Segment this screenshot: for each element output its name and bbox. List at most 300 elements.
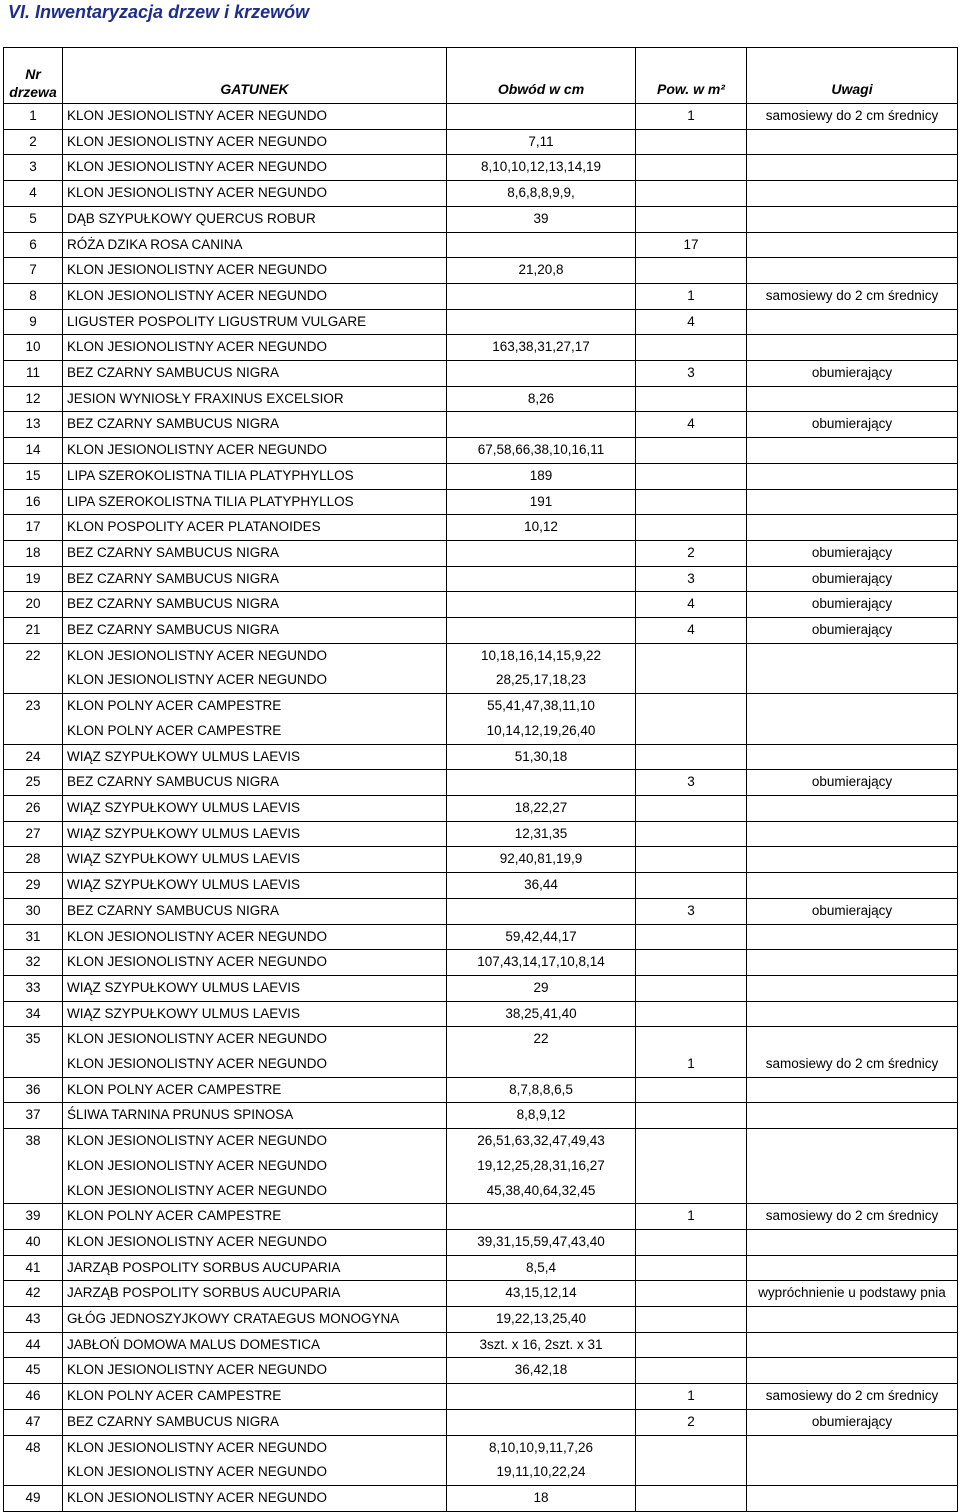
cell-nr: 25	[4, 770, 63, 796]
cell-pow	[636, 795, 747, 821]
cell-species: JARZĄB POSPOLITY SORBUS AUCUPARIA	[63, 1255, 447, 1281]
table-row	[4, 643, 958, 668]
table-row	[4, 1332, 958, 1358]
table-row	[4, 283, 958, 309]
cell-species: KLON POLNY ACER CAMPESTRE	[63, 1077, 447, 1103]
table-row	[4, 744, 958, 770]
cell-nr: 23	[4, 694, 63, 719]
cell-species: KLON POSPOLITY ACER PLATANOIDES	[63, 515, 447, 541]
cell-uwagi	[747, 206, 958, 232]
cell-pow	[636, 489, 747, 515]
cell-pow	[636, 975, 747, 1001]
cell-uwagi	[747, 1179, 958, 1204]
cell-obwod: 26,51,63,32,47,49,43	[447, 1129, 636, 1154]
cell-species: KLON JESIONOLISTNY ACER NEGUNDO	[63, 924, 447, 950]
cell-nr	[4, 1154, 63, 1179]
table-row	[4, 1435, 958, 1460]
cell-nr: 3	[4, 155, 63, 181]
cell-nr: 14	[4, 438, 63, 464]
cell-pow	[636, 155, 747, 181]
table-row	[4, 1103, 958, 1129]
cell-obwod: 191	[447, 489, 636, 515]
table-row	[4, 489, 958, 515]
cell-species: RÓŻA DZIKA ROSA CANINA	[63, 232, 447, 258]
table-row	[4, 232, 958, 258]
cell-nr	[4, 1052, 63, 1077]
cell-nr: 31	[4, 924, 63, 950]
table-row	[4, 1485, 958, 1511]
cell-species: WIĄZ SZYPUŁKOWY ULMUS LAEVIS	[63, 847, 447, 873]
table-row	[4, 1255, 958, 1281]
cell-obwod: 38,25,41,40	[447, 1001, 636, 1027]
cell-obwod: 19,12,25,28,31,16,27	[447, 1154, 636, 1179]
table-row	[4, 1154, 958, 1179]
cell-nr: 43	[4, 1307, 63, 1333]
cell-species: LIPA SZEROKOLISTNA TILIA PLATYPHYLLOS	[63, 463, 447, 489]
cell-nr: 1	[4, 104, 63, 130]
cell-uwagi	[747, 719, 958, 744]
cell-pow	[636, 1435, 747, 1460]
cell-nr: 10	[4, 335, 63, 361]
cell-species: BEZ CZARNY SAMBUCUS NIGRA	[63, 361, 447, 387]
cell-species: WIĄZ SZYPUŁKOWY ULMUS LAEVIS	[63, 744, 447, 770]
cell-species: JARZĄB POSPOLITY SORBUS AUCUPARIA	[63, 1281, 447, 1307]
cell-uwagi	[747, 232, 958, 258]
cell-nr: 20	[4, 592, 63, 618]
cell-obwod: 43,15,12,14	[447, 1281, 636, 1307]
cell-species: KLON JESIONOLISTNY ACER NEGUNDO	[63, 1027, 447, 1052]
cell-pow	[636, 847, 747, 873]
cell-nr: 32	[4, 950, 63, 976]
cell-obwod: 8,26	[447, 386, 636, 412]
cell-obwod: 163,38,31,27,17	[447, 335, 636, 361]
cell-species: BEZ CZARNY SAMBUCUS NIGRA	[63, 566, 447, 592]
cell-uwagi: obumierający	[747, 566, 958, 592]
table-row	[4, 898, 958, 924]
cell-uwagi: samosiewy do 2 cm średnicy	[747, 1204, 958, 1230]
cell-pow	[636, 1077, 747, 1103]
cell-obwod: 10,12	[447, 515, 636, 541]
cell-obwod: 18,22,27	[447, 795, 636, 821]
cell-species: KLON JESIONOLISTNY ACER NEGUNDO	[63, 1485, 447, 1511]
cell-species: JABŁOŃ DOMOWA MALUS DOMESTICA	[63, 1332, 447, 1358]
cell-obwod: 22	[447, 1027, 636, 1052]
cell-pow	[636, 873, 747, 899]
cell-uwagi	[747, 873, 958, 899]
table-row	[4, 515, 958, 541]
cell-species: KLON JESIONOLISTNY ACER NEGUNDO	[63, 104, 447, 130]
cell-pow: 2	[636, 540, 747, 566]
cell-uwagi: obumierający	[747, 412, 958, 438]
cell-pow	[636, 181, 747, 207]
cell-nr: 7	[4, 258, 63, 284]
table-row	[4, 386, 958, 412]
table-row	[4, 155, 958, 181]
cell-nr: 24	[4, 744, 63, 770]
cell-nr: 16	[4, 489, 63, 515]
header-nr	[4, 48, 63, 104]
cell-obwod: 36,42,18	[447, 1358, 636, 1384]
cell-pow: 4	[636, 618, 747, 644]
cell-pow: 4	[636, 412, 747, 438]
cell-nr: 17	[4, 515, 63, 541]
table-row	[4, 206, 958, 232]
cell-pow: 1	[636, 104, 747, 130]
cell-obwod	[447, 770, 636, 796]
table-row	[4, 1001, 958, 1027]
cell-obwod	[447, 1204, 636, 1230]
header-obwod: Obwód w cm	[447, 48, 636, 104]
cell-uwagi: obumierający	[747, 540, 958, 566]
cell-nr: 15	[4, 463, 63, 489]
cell-species: KLON JESIONOLISTNY ACER NEGUNDO	[63, 258, 447, 284]
cell-pow	[636, 1281, 747, 1307]
cell-uwagi: obumierający	[747, 898, 958, 924]
cell-species: KLON JESIONOLISTNY ACER NEGUNDO	[63, 1129, 447, 1154]
table-row	[4, 1229, 958, 1255]
cell-uwagi	[747, 795, 958, 821]
cell-nr: 13	[4, 412, 63, 438]
cell-pow	[636, 744, 747, 770]
cell-species: LIGUSTER POSPOLITY LIGUSTRUM VULGARE	[63, 309, 447, 335]
cell-pow: 1	[636, 1384, 747, 1410]
cell-uwagi	[747, 1255, 958, 1281]
table-row	[4, 1129, 958, 1154]
cell-uwagi	[747, 1077, 958, 1103]
cell-uwagi	[747, 924, 958, 950]
cell-uwagi	[747, 489, 958, 515]
cell-pow	[636, 258, 747, 284]
cell-obwod: 18	[447, 1485, 636, 1511]
table-body	[4, 104, 958, 1512]
cell-nr: 36	[4, 1077, 63, 1103]
table-row	[4, 1179, 958, 1204]
cell-uwagi	[747, 155, 958, 181]
cell-obwod: 8,10,10,12,13,14,19	[447, 155, 636, 181]
cell-uwagi	[747, 1103, 958, 1129]
cell-obwod: 189	[447, 463, 636, 489]
cell-obwod	[447, 898, 636, 924]
cell-nr: 30	[4, 898, 63, 924]
cell-nr: 49	[4, 1485, 63, 1511]
cell-obwod: 45,38,40,64,32,45	[447, 1179, 636, 1204]
cell-nr: 2	[4, 129, 63, 155]
cell-pow	[636, 924, 747, 950]
cell-obwod	[447, 592, 636, 618]
cell-pow: 1	[636, 283, 747, 309]
cell-pow	[636, 438, 747, 464]
cell-obwod	[447, 1384, 636, 1410]
cell-obwod: 92,40,81,19,9	[447, 847, 636, 873]
cell-nr: 39	[4, 1204, 63, 1230]
cell-pow: 3	[636, 361, 747, 387]
cell-nr: 5	[4, 206, 63, 232]
cell-species: JESION WYNIOSŁY FRAXINUS EXCELSIOR	[63, 386, 447, 412]
table-row	[4, 438, 958, 464]
cell-obwod: 55,41,47,38,11,10	[447, 694, 636, 719]
cell-nr: 35	[4, 1027, 63, 1052]
table-row	[4, 1307, 958, 1333]
cell-obwod	[447, 618, 636, 644]
cell-uwagi	[747, 668, 958, 693]
cell-obwod	[447, 1409, 636, 1435]
cell-uwagi	[747, 258, 958, 284]
cell-uwagi	[747, 643, 958, 668]
cell-species: KLON JESIONOLISTNY ACER NEGUNDO	[63, 438, 447, 464]
cell-pow	[636, 643, 747, 668]
cell-pow	[636, 515, 747, 541]
cell-nr	[4, 668, 63, 693]
cell-obwod: 36,44	[447, 873, 636, 899]
table-row	[4, 104, 958, 130]
table-row	[4, 694, 958, 719]
cell-pow	[636, 821, 747, 847]
cell-obwod	[447, 540, 636, 566]
cell-nr: 46	[4, 1384, 63, 1410]
cell-pow: 4	[636, 592, 747, 618]
cell-species: BEZ CZARNY SAMBUCUS NIGRA	[63, 592, 447, 618]
cell-uwagi	[747, 386, 958, 412]
cell-uwagi	[747, 438, 958, 464]
cell-uwagi: obumierający	[747, 592, 958, 618]
cell-uwagi	[747, 1460, 958, 1485]
header-species: GATUNEK	[63, 48, 447, 104]
cell-uwagi	[747, 1154, 958, 1179]
cell-obwod: 8,8,9,12	[447, 1103, 636, 1129]
table-row	[4, 770, 958, 796]
cell-species: BEZ CZARNY SAMBUCUS NIGRA	[63, 412, 447, 438]
cell-nr: 6	[4, 232, 63, 258]
table-row	[4, 950, 958, 976]
cell-species: WIĄZ SZYPUŁKOWY ULMUS LAEVIS	[63, 1001, 447, 1027]
cell-uwagi	[747, 1027, 958, 1052]
table-row	[4, 618, 958, 644]
table-row	[4, 1027, 958, 1052]
cell-nr: 22	[4, 643, 63, 668]
cell-uwagi	[747, 950, 958, 976]
cell-nr: 12	[4, 386, 63, 412]
cell-pow: 3	[636, 770, 747, 796]
cell-uwagi: obumierający	[747, 770, 958, 796]
cell-species: KLON POLNY ACER CAMPESTRE	[63, 1204, 447, 1230]
cell-obwod: 10,18,16,14,15,9,22	[447, 643, 636, 668]
table-row	[4, 463, 958, 489]
cell-nr	[4, 1179, 63, 1204]
cell-nr: 8	[4, 283, 63, 309]
cell-obwod: 8,10,10,9,11,7,26	[447, 1435, 636, 1460]
cell-pow: 17	[636, 232, 747, 258]
cell-uwagi	[747, 821, 958, 847]
cell-nr: 9	[4, 309, 63, 335]
cell-nr: 18	[4, 540, 63, 566]
inventory-table	[3, 47, 958, 1512]
cell-uwagi	[747, 1229, 958, 1255]
table-row	[4, 668, 958, 693]
cell-uwagi: samosiewy do 2 cm średnicy	[747, 1052, 958, 1077]
table-row	[4, 719, 958, 744]
cell-pow	[636, 694, 747, 719]
cell-obwod	[447, 566, 636, 592]
table-row	[4, 975, 958, 1001]
cell-obwod: 19,11,10,22,24	[447, 1460, 636, 1485]
cell-pow: 1	[636, 1052, 747, 1077]
cell-species: KLON JESIONOLISTNY ACER NEGUNDO	[63, 1460, 447, 1485]
cell-pow	[636, 1027, 747, 1052]
cell-species: DĄB SZYPUŁKOWY QUERCUS ROBUR	[63, 206, 447, 232]
cell-pow	[636, 1229, 747, 1255]
cell-species: WIĄZ SZYPUŁKOWY ULMUS LAEVIS	[63, 795, 447, 821]
table-row	[4, 258, 958, 284]
cell-nr: 26	[4, 795, 63, 821]
cell-pow	[636, 1307, 747, 1333]
cell-uwagi	[747, 1129, 958, 1154]
cell-nr: 41	[4, 1255, 63, 1281]
cell-species: KLON POLNY ACER CAMPESTRE	[63, 1384, 447, 1410]
cell-nr: 21	[4, 618, 63, 644]
cell-uwagi	[747, 1485, 958, 1511]
cell-nr: 48	[4, 1435, 63, 1460]
cell-species: KLON JESIONOLISTNY ACER NEGUNDO	[63, 668, 447, 693]
table-row	[4, 1052, 958, 1077]
cell-species: KLON JESIONOLISTNY ACER NEGUNDO	[63, 283, 447, 309]
table-header-row	[4, 48, 958, 104]
table-row	[4, 873, 958, 899]
cell-species: BEZ CZARNY SAMBUCUS NIGRA	[63, 618, 447, 644]
header-pow: Pow. w m²	[636, 48, 747, 104]
cell-nr: 40	[4, 1229, 63, 1255]
cell-pow	[636, 1332, 747, 1358]
table-row	[4, 1460, 958, 1485]
cell-obwod	[447, 309, 636, 335]
cell-obwod	[447, 412, 636, 438]
cell-pow	[636, 719, 747, 744]
table-row	[4, 1358, 958, 1384]
table-row	[4, 592, 958, 618]
cell-pow: 3	[636, 898, 747, 924]
cell-nr: 34	[4, 1001, 63, 1027]
cell-species: KLON JESIONOLISTNY ACER NEGUNDO	[63, 181, 447, 207]
cell-nr: 38	[4, 1129, 63, 1154]
cell-nr: 45	[4, 1358, 63, 1384]
cell-species: LIPA SZEROKOLISTNA TILIA PLATYPHYLLOS	[63, 489, 447, 515]
cell-species: KLON JESIONOLISTNY ACER NEGUNDO	[63, 1154, 447, 1179]
cell-nr	[4, 719, 63, 744]
cell-pow	[636, 463, 747, 489]
cell-nr: 19	[4, 566, 63, 592]
cell-pow	[636, 386, 747, 412]
cell-uwagi: samosiewy do 2 cm średnicy	[747, 283, 958, 309]
cell-pow	[636, 1358, 747, 1384]
table-row	[4, 129, 958, 155]
cell-obwod: 59,42,44,17	[447, 924, 636, 950]
cell-obwod: 21,20,8	[447, 258, 636, 284]
table-row	[4, 1077, 958, 1103]
cell-obwod: 7,11	[447, 129, 636, 155]
table-row	[4, 412, 958, 438]
cell-species: WIĄZ SZYPUŁKOWY ULMUS LAEVIS	[63, 821, 447, 847]
cell-pow	[636, 1154, 747, 1179]
cell-uwagi	[747, 744, 958, 770]
cell-nr: 29	[4, 873, 63, 899]
cell-pow	[636, 335, 747, 361]
cell-obwod: 10,14,12,19,26,40	[447, 719, 636, 744]
cell-nr: 11	[4, 361, 63, 387]
cell-pow	[636, 1485, 747, 1511]
table-row	[4, 566, 958, 592]
cell-uwagi: samosiewy do 2 cm średnicy	[747, 1384, 958, 1410]
cell-uwagi	[747, 847, 958, 873]
cell-species: ŚLIWA TARNINA PRUNUS SPINOSA	[63, 1103, 447, 1129]
cell-nr: 4	[4, 181, 63, 207]
cell-uwagi	[747, 515, 958, 541]
table-row	[4, 821, 958, 847]
cell-uwagi	[747, 463, 958, 489]
cell-species: KLON JESIONOLISTNY ACER NEGUNDO	[63, 1179, 447, 1204]
cell-species: WIĄZ SZYPUŁKOWY ULMUS LAEVIS	[63, 873, 447, 899]
cell-species: KLON POLNY ACER CAMPESTRE	[63, 694, 447, 719]
cell-obwod	[447, 232, 636, 258]
table-row	[4, 540, 958, 566]
cell-species: KLON JESIONOLISTNY ACER NEGUNDO	[63, 129, 447, 155]
cell-obwod: 29	[447, 975, 636, 1001]
cell-species: KLON JESIONOLISTNY ACER NEGUNDO	[63, 950, 447, 976]
table-row	[4, 795, 958, 821]
cell-species: BEZ CZARNY SAMBUCUS NIGRA	[63, 1409, 447, 1435]
cell-pow	[636, 1179, 747, 1204]
table-row	[4, 309, 958, 335]
cell-uwagi	[747, 181, 958, 207]
cell-obwod: 51,30,18	[447, 744, 636, 770]
cell-species: KLON JESIONOLISTNY ACER NEGUNDO	[63, 1229, 447, 1255]
cell-uwagi	[747, 1358, 958, 1384]
cell-obwod: 3szt. x 16, 2szt. x 31	[447, 1332, 636, 1358]
cell-obwod: 28,25,17,18,23	[447, 668, 636, 693]
header-uwagi: Uwagi	[747, 48, 958, 104]
cell-uwagi	[747, 1435, 958, 1460]
cell-uwagi: obumierający	[747, 361, 958, 387]
cell-species: KLON JESIONOLISTNY ACER NEGUNDO	[63, 155, 447, 181]
cell-species: KLON JESIONOLISTNY ACER NEGUNDO	[63, 643, 447, 668]
cell-nr: 44	[4, 1332, 63, 1358]
cell-species: BEZ CZARNY SAMBUCUS NIGRA	[63, 540, 447, 566]
table-row	[4, 1409, 958, 1435]
cell-species: KLON JESIONOLISTNY ACER NEGUNDO	[63, 335, 447, 361]
cell-obwod: 8,6,8,8,9,9,	[447, 181, 636, 207]
cell-obwod: 19,22,13,25,40	[447, 1307, 636, 1333]
cell-nr	[4, 1460, 63, 1485]
cell-uwagi	[747, 1332, 958, 1358]
table-row	[4, 1384, 958, 1410]
table-row	[4, 924, 958, 950]
cell-obwod: 8,5,4	[447, 1255, 636, 1281]
cell-obwod: 39,31,15,59,47,43,40	[447, 1229, 636, 1255]
cell-obwod: 8,7,8,8,6,5	[447, 1077, 636, 1103]
header-nr-line2: drzewa	[9, 84, 57, 100]
cell-pow: 3	[636, 566, 747, 592]
cell-uwagi: samosiewy do 2 cm średnicy	[747, 104, 958, 130]
cell-obwod	[447, 1052, 636, 1077]
cell-pow	[636, 950, 747, 976]
cell-pow	[636, 1129, 747, 1154]
cell-obwod: 107,43,14,17,10,8,14	[447, 950, 636, 976]
cell-pow	[636, 1460, 747, 1485]
cell-uwagi	[747, 335, 958, 361]
cell-obwod	[447, 283, 636, 309]
cell-pow	[636, 1103, 747, 1129]
cell-uwagi	[747, 129, 958, 155]
cell-pow: 4	[636, 309, 747, 335]
cell-species: BEZ CZARNY SAMBUCUS NIGRA	[63, 770, 447, 796]
